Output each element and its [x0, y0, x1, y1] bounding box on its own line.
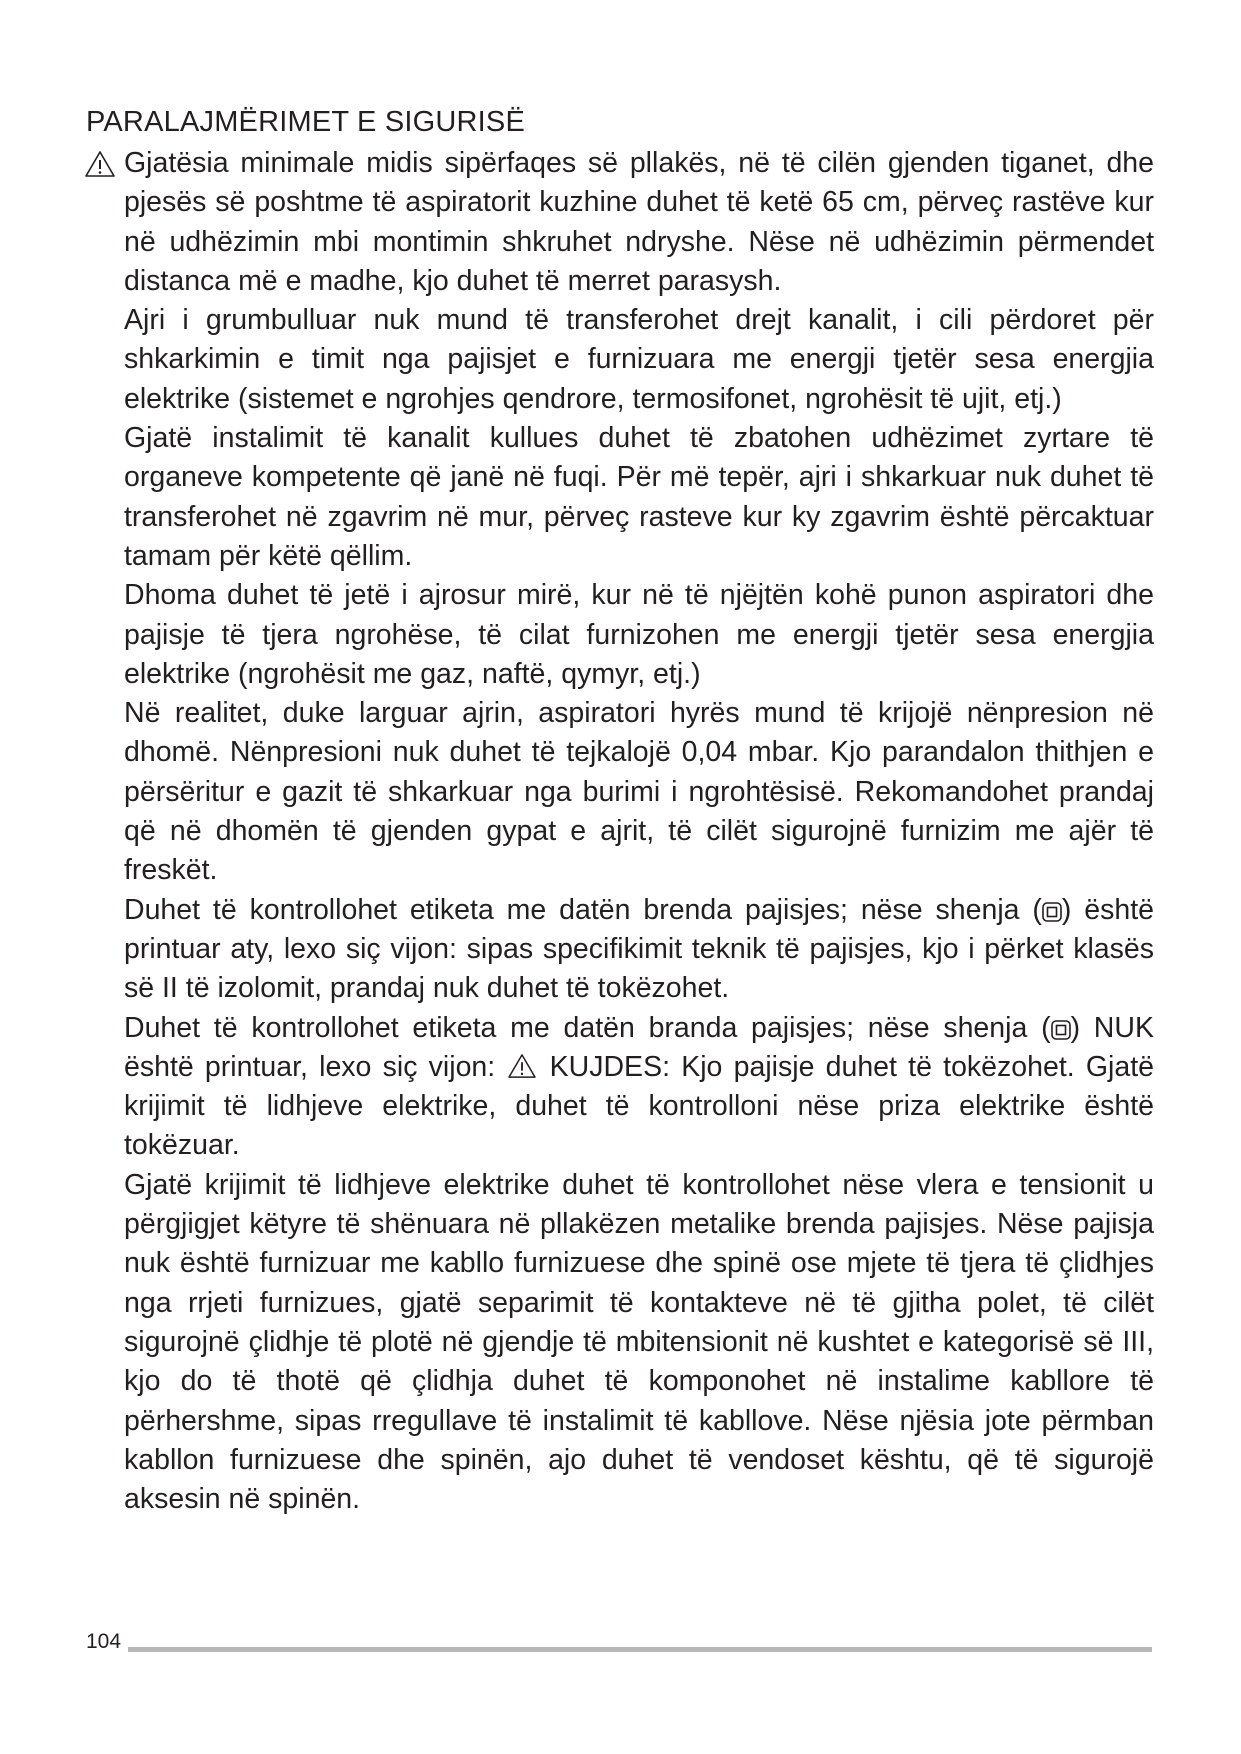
paragraph-electrical-connection	[124, 1166, 1154, 1520]
paragraph-installation-rules	[124, 419, 1154, 576]
paragraph-text: Gjatësia minimale midis sipërfaqes së pllakës, në të cilën gjenden tiganet, dhe pjesës së poshtme të aspiratorit kuzhine duhet të ketë 65 cm, përveç rastëve kur në udhëzimin mbi montimin shkruhet ndryshe. Nëse në udhëzimin përmendet distanca më e madhe, kjo duhet të merret parasysh.	[124, 147, 1154, 297]
paragraph-text: Gjatë instalimit të kanalit kullues duhet të zbatohen udhëzimet zyrtare të organeve kompetente që janë në fuqi. Për më tepër, ajri i shkarkuar nuk duhet të transferohet në zgavrim në mur, përveç rasteve kur ky zgavrim është përcaktuar tamam për këtë qëllim.	[124, 422, 1154, 572]
paragraph-text-after: KUJDES: Kjo pajisje duhet të tokëzohet. Gjatë krijimit të lidhjeve elektrike, duhet të kontrolloni nëse priza elektrike është tokëzuar.	[124, 1050, 1154, 1162]
warning-triangle-icon	[84, 150, 116, 178]
warning-triangle-icon	[506, 1053, 538, 1079]
safety-warnings-body	[124, 144, 1154, 1519]
paragraph-exhaust-duct	[124, 301, 1154, 419]
paragraph-grounding	[124, 1009, 1154, 1166]
paragraph-negative-pressure	[124, 694, 1154, 890]
paragraph-class-ii-label	[124, 891, 1154, 1009]
page-number: 104	[86, 1630, 122, 1653]
double-insulation-icon	[1051, 1020, 1071, 1040]
paragraph-text-before: Duhet të kontrollohet etiketa me datën branda pajisjes; nëse shenja (	[124, 1011, 1051, 1044]
paragraph-text: Ajri i grumbulluar nuk mund të transferohet drejt kanalit, i cili përdoret për shkarkimin e timit nga pajisjet e furnizuara me energji tjetër sesa energjia elektrike (sistemet e ngrohjes qendrore, termosifonet, ngrohësit të ujit, etj.)	[124, 304, 1154, 415]
section-title: PARALAJMËRIMET E SIGURISË	[86, 106, 526, 138]
paragraph-text: Në realitet, duke larguar ajrin, aspiratori hyrës mund të krijojë nënpresion në dhomë. Nënpresioni nuk duhet të tejkalojë 0,04 mbar. Kjo parandalon thithjen e përsëritur e gazit të shkarkuar nga burimi i ngrohtësisë. Rekomandohet prandaj që në dhomën të gjenden gypat e ajrit, të cilët sigurojnë furnizim me ajër të freskët.	[124, 697, 1154, 887]
paragraph-text: Dhoma duhet të jetë i ajrosur mirë, kur në të njëjtën kohë punon aspiratori dhe pajisje të tjera ngrohëse, të cilat furnizohen me energji tjetër sesa energjia elektrike (ngrohësit me gaz, naftë, qymyr, etj.)	[124, 579, 1154, 690]
paragraph-minimum-distance	[124, 144, 1154, 301]
double-insulation-icon	[1042, 902, 1062, 922]
paragraph-text-before: Duhet të kontrollohet etiketa me datën brenda pajisjes; nëse shenja (	[124, 893, 1042, 926]
paragraph-text-middle: ) NUK është printuar, lexo siç vijon:	[124, 1011, 1154, 1083]
paragraph-text-after: ) është printuar aty, lexo siç vijon: sipas specifikimit teknik të pajisjes, kjo i përket klasës së II të izolomit, prandaj nuk duhet të tokëzohet.	[124, 893, 1154, 1005]
paragraph-text: Gjatë krijimit të lidhjeve elektrike duhet të kontrollohet nëse vlera e tensionit u përgjigjet këtyre të shënuara në pllakëzen metalike brenda pajisjes. Nëse pajisja nuk është furnizuar me kabllo furnizuese dhe spinë ose mjete të tjera të çlidhjes nga rrjeti furnizues, gjatë separimit të kontakteve në të gjitha polet, të cilët sigurojnë çlidhje të plotë në gjendje të mbitensionit në kushtet e kategorisë së III, kjo do të thotë që çlidhja duhet të komponohet në instalime kabllore të përhershme, sipas rregullave të instalimit të kabllove. Nëse njësia jote përmban kabllon furnizuese dhe spinën, ajo duhet të vendoset kështu, që të sigurojë aksesin në spinën.	[124, 1168, 1154, 1516]
paragraph-ventilation	[124, 576, 1154, 694]
footer-rule	[128, 1647, 1152, 1652]
